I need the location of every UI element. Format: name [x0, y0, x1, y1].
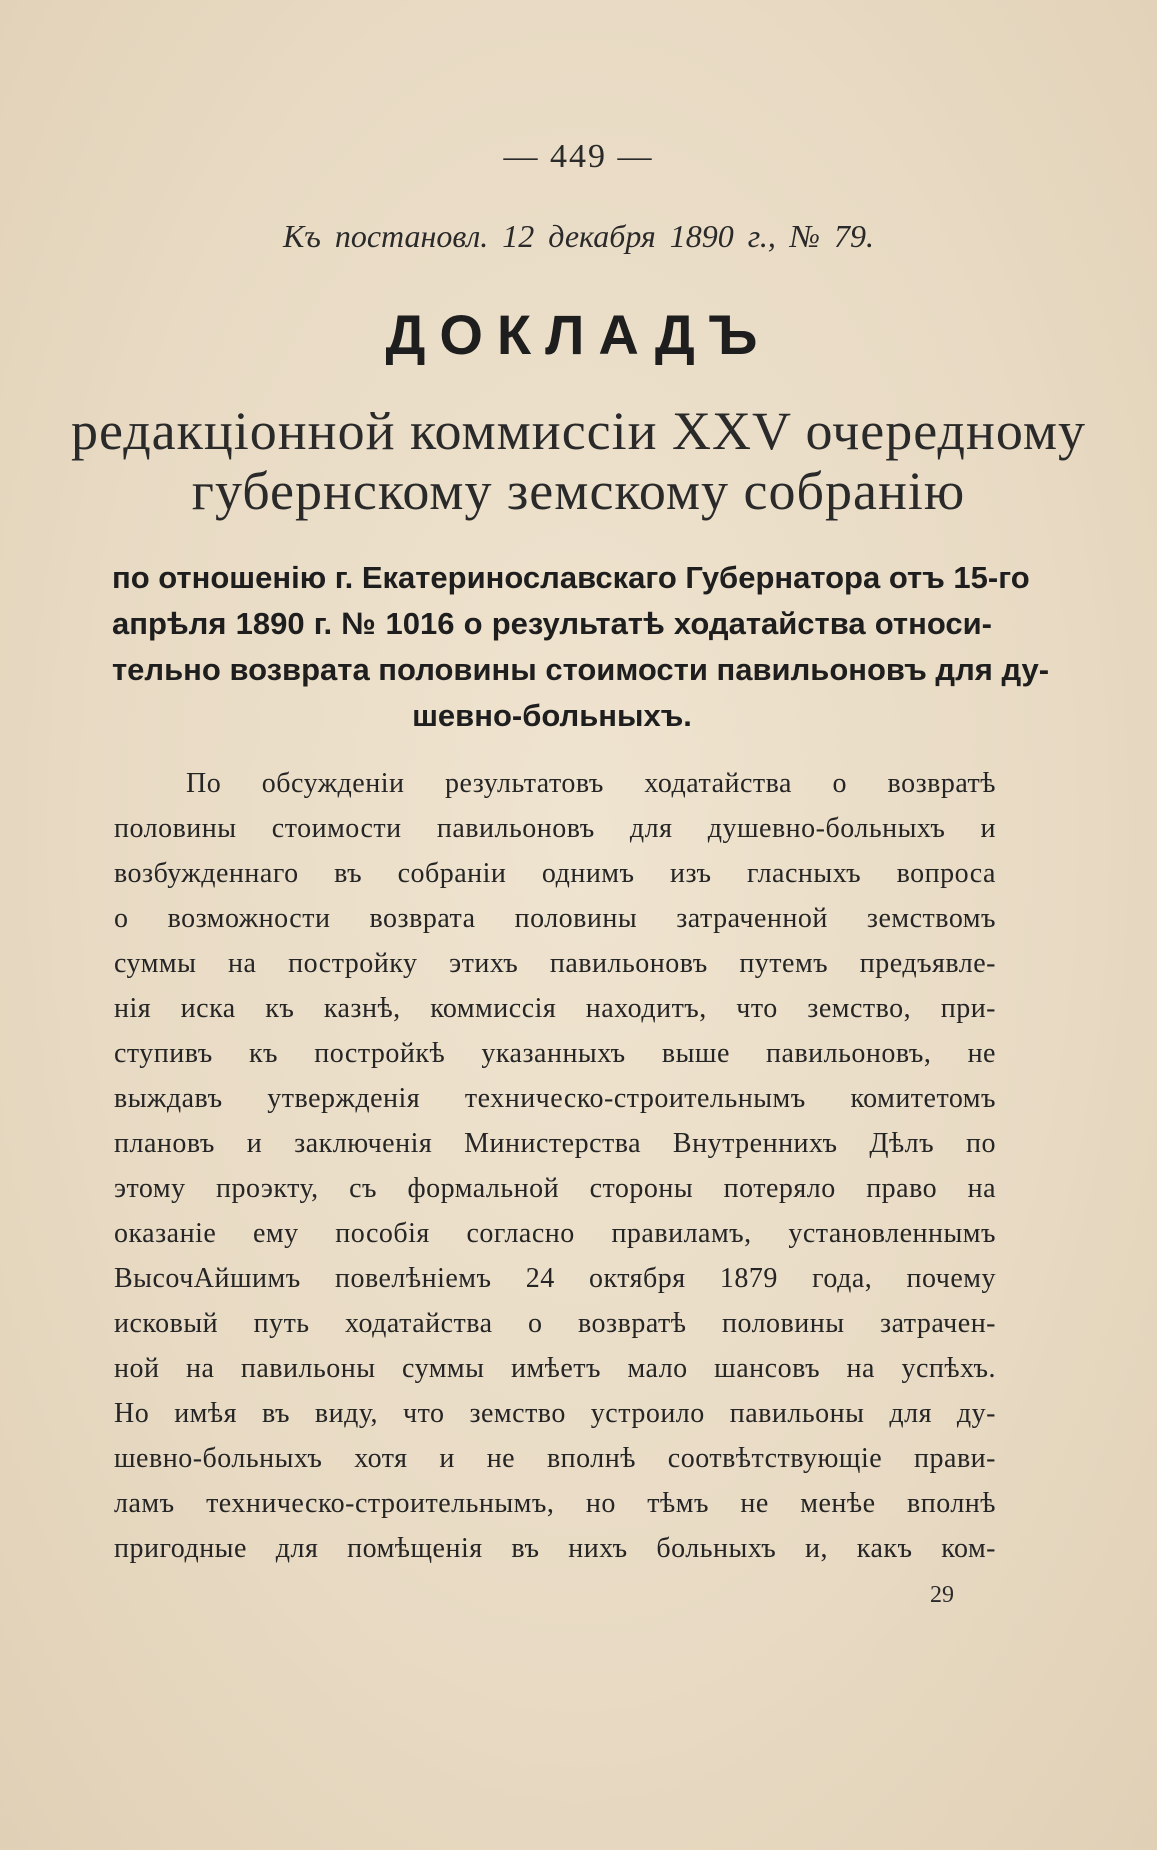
body-line: оказаніе ему пособія согласно правиламъ, установленнымъ: [114, 1218, 996, 1249]
subject-line: апрѣля 1890 г. № 1016 о результатѣ ходатайства относи-: [112, 606, 992, 641]
body-line: шевно-больныхъ хотя и не вполнѣ соотвѣтствующіе прави-: [114, 1443, 996, 1474]
document-title: ДОКЛАДЪ: [385, 303, 772, 366]
subject-line: тельно возврата половины стоимости павильоновъ для ду-: [112, 652, 1050, 687]
body-line: ной на павильоны суммы имѣетъ мало шансовъ на успѣхъ.: [114, 1353, 996, 1384]
printer-signature-mark: 29: [930, 1582, 954, 1608]
body-line: пригодные для помѣщенія въ нихъ больныхъ и, какъ ком-: [114, 1533, 996, 1564]
subject-line: шевно-больныхъ.: [412, 698, 692, 733]
body-line: этому проэкту, съ формальной стороны потеряло право на: [114, 1173, 996, 1204]
body-line: половины стоимости павильоновъ для душевно-больныхъ и: [114, 813, 996, 844]
subtitle-line: редакціонной коммиссіи XXV очередному: [70, 401, 1087, 461]
resolution-reference: Къ постановл. 12 декабря 1890 г., № 79.: [282, 218, 874, 254]
body-line: исковый путь ходатайства о возвратѣ половины затрачен-: [114, 1308, 996, 1339]
body-line: ступивъ къ постройкѣ указанныхъ выше павильоновъ, не: [114, 1038, 996, 1069]
subject-line: по отношенію г. Екатеринославскаго Губернатора отъ 15-го: [112, 560, 1030, 595]
body-line: плановъ и заключенія Министерства Внутреннихъ Дѣлъ по: [114, 1128, 996, 1159]
body-line: ВысочАйшимъ повелѣніемъ 24 октября 1879 года, почему: [114, 1263, 996, 1294]
body-line: По обсужденіи результатовъ ходатайства о возвратѣ: [186, 768, 996, 799]
body-line: о возможности возврата половины затраченной земствомъ: [114, 903, 996, 934]
body-line: ламъ техническо-строительнымъ, но тѣмъ не менѣе вполнѣ: [114, 1488, 996, 1519]
page-number: — 449 —: [503, 138, 654, 175]
body-line: Но имѣя въ виду, что земство устроило павильоны для ду-: [114, 1398, 996, 1429]
subtitle-line: губернскому земскому собранію: [191, 461, 966, 521]
body-line: выждавъ утвержденія техническо-строительнымъ комитетомъ: [114, 1083, 996, 1114]
body-line: возбужденнаго въ собраніи однимъ изъ гласныхъ вопроса: [114, 858, 996, 889]
body-line: суммы на постройку этихъ павильоновъ путемъ предъявле-: [114, 948, 996, 979]
body-line: нія иска къ казнѣ, коммиссія находитъ, что земство, при-: [114, 993, 996, 1024]
